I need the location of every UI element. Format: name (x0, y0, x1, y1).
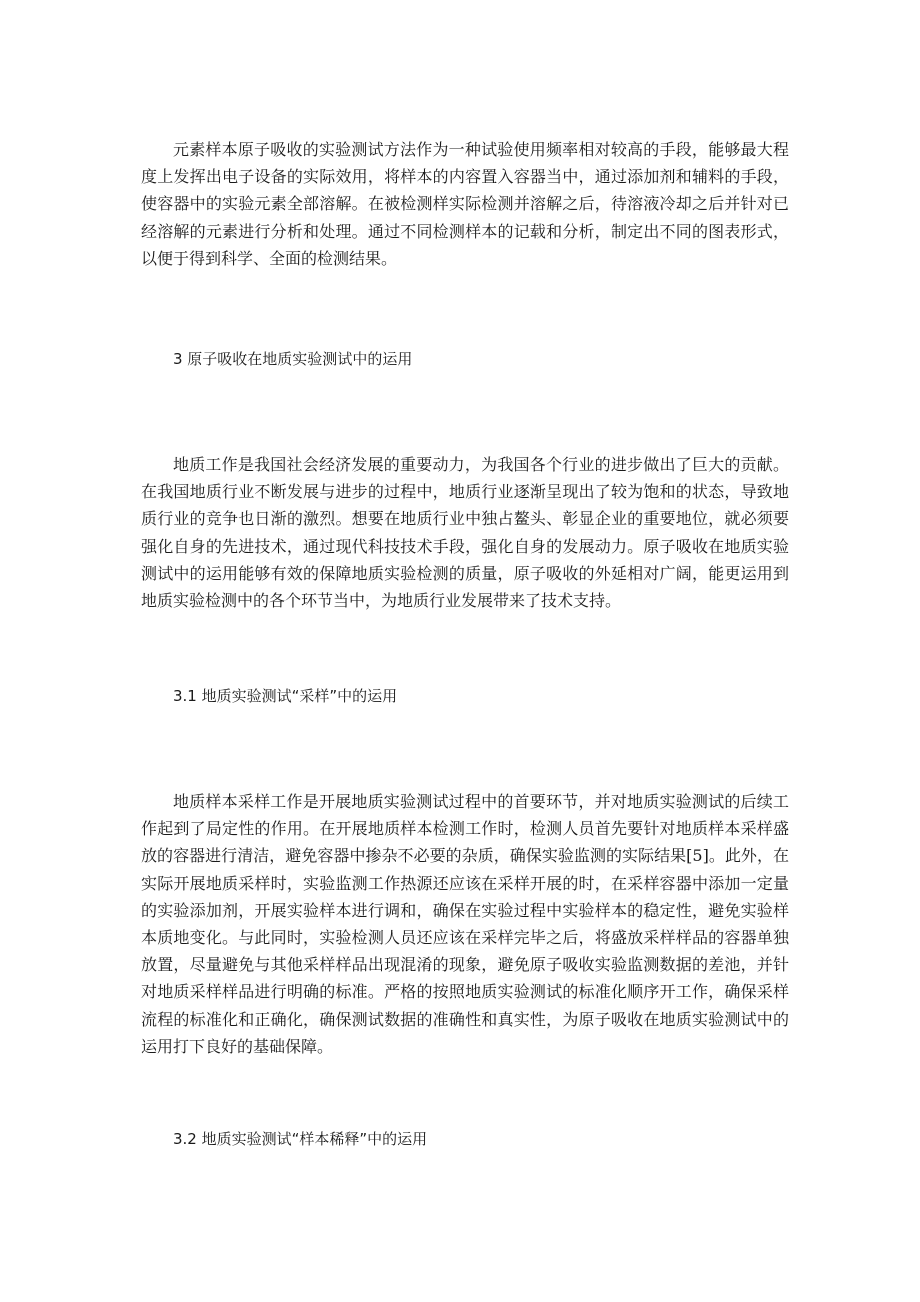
body-paragraph: 地质工作是我国社会经济发展的重要动力，为我国各个行业的进步做出了巨大的贡献。在我国地质行业不断发展与进步的过程中，地质行业逐渐呈现出了较为饱和的状态，导致地质行业的竞争也日渐的激烈。想要在地质行业中独占鳌头、彰显企业的重要地位，就必须要强化自身的先进技术，通过现代科技技术手段，强化自身的发展动力。原子吸收在地质实验测试中的运用能够有效的保障地质实验检测的质量，原子吸收的外延相对广阔，能更运用到地质实验检测中的各个环节当中，为地质行业发展带来了技术支持。 (141, 455, 789, 611)
body-paragraph: 地质样本采样工作是开展地质实验测试过程中的首要环节，并对地质实验测试的后续工作起到了局定性的作用。在开展地质样本检测工作时，检测人员首先要针对地质样本采样盛放的容器进行清洁，避免容器中掺杂不必要的杂质，确保实验监测的实际结果[5]。此外，在实际开展地质采样时，实验监测工作热源还应该在采样开展的时，在采样容器中添加一定量的实验添加剂，开展实验样本进行调和，确保在实验过程中实验样本的稳定性，避免实验样本质地变化。与此同时，实验检测人员还应该在采样完毕之后，将盛放采样样品的容器单独放置，尽量避免与其他采样样品出现混淆的现象，避免原子吸收实验监测数据的差池，并针对地质采样样品进行明确的标准。严格的按照地质实验测试的标准化顺序开工作，确保采样流程的标准化和正确化，确保测试数据的准确性和真实性，为原子吸收在地质实验测试中的运用打下良好的基础保障。 (141, 792, 789, 1056)
section-heading: 3 原子吸收在地质实验测试中的运用 (173, 350, 413, 368)
subsection-heading: 3.2 地质实验测试“样本稀释”中的运用 (173, 1130, 428, 1148)
subsection-heading: 3.1 地质实验测试“采样”中的运用 (173, 687, 398, 705)
document-page (141, 0, 789, 1302)
body-paragraph: 元素样本原子吸收的实验测试方法作为一种试验使用频率相对较高的手段，能够最大程度上发挥出电子设备的实际效用，将样本的内容置入容器当中，通过添加剂和辅料的手段，使容器中的实验元素全部溶解。在被检测样实际检测并溶解之后，待溶液冷却之后并针对已经溶解的元素进行分析和处理。通过不同检测样本的记载和分析，制定出不同的图表形式，以便于得到科学、全面的检测结果。 (141, 140, 789, 268)
